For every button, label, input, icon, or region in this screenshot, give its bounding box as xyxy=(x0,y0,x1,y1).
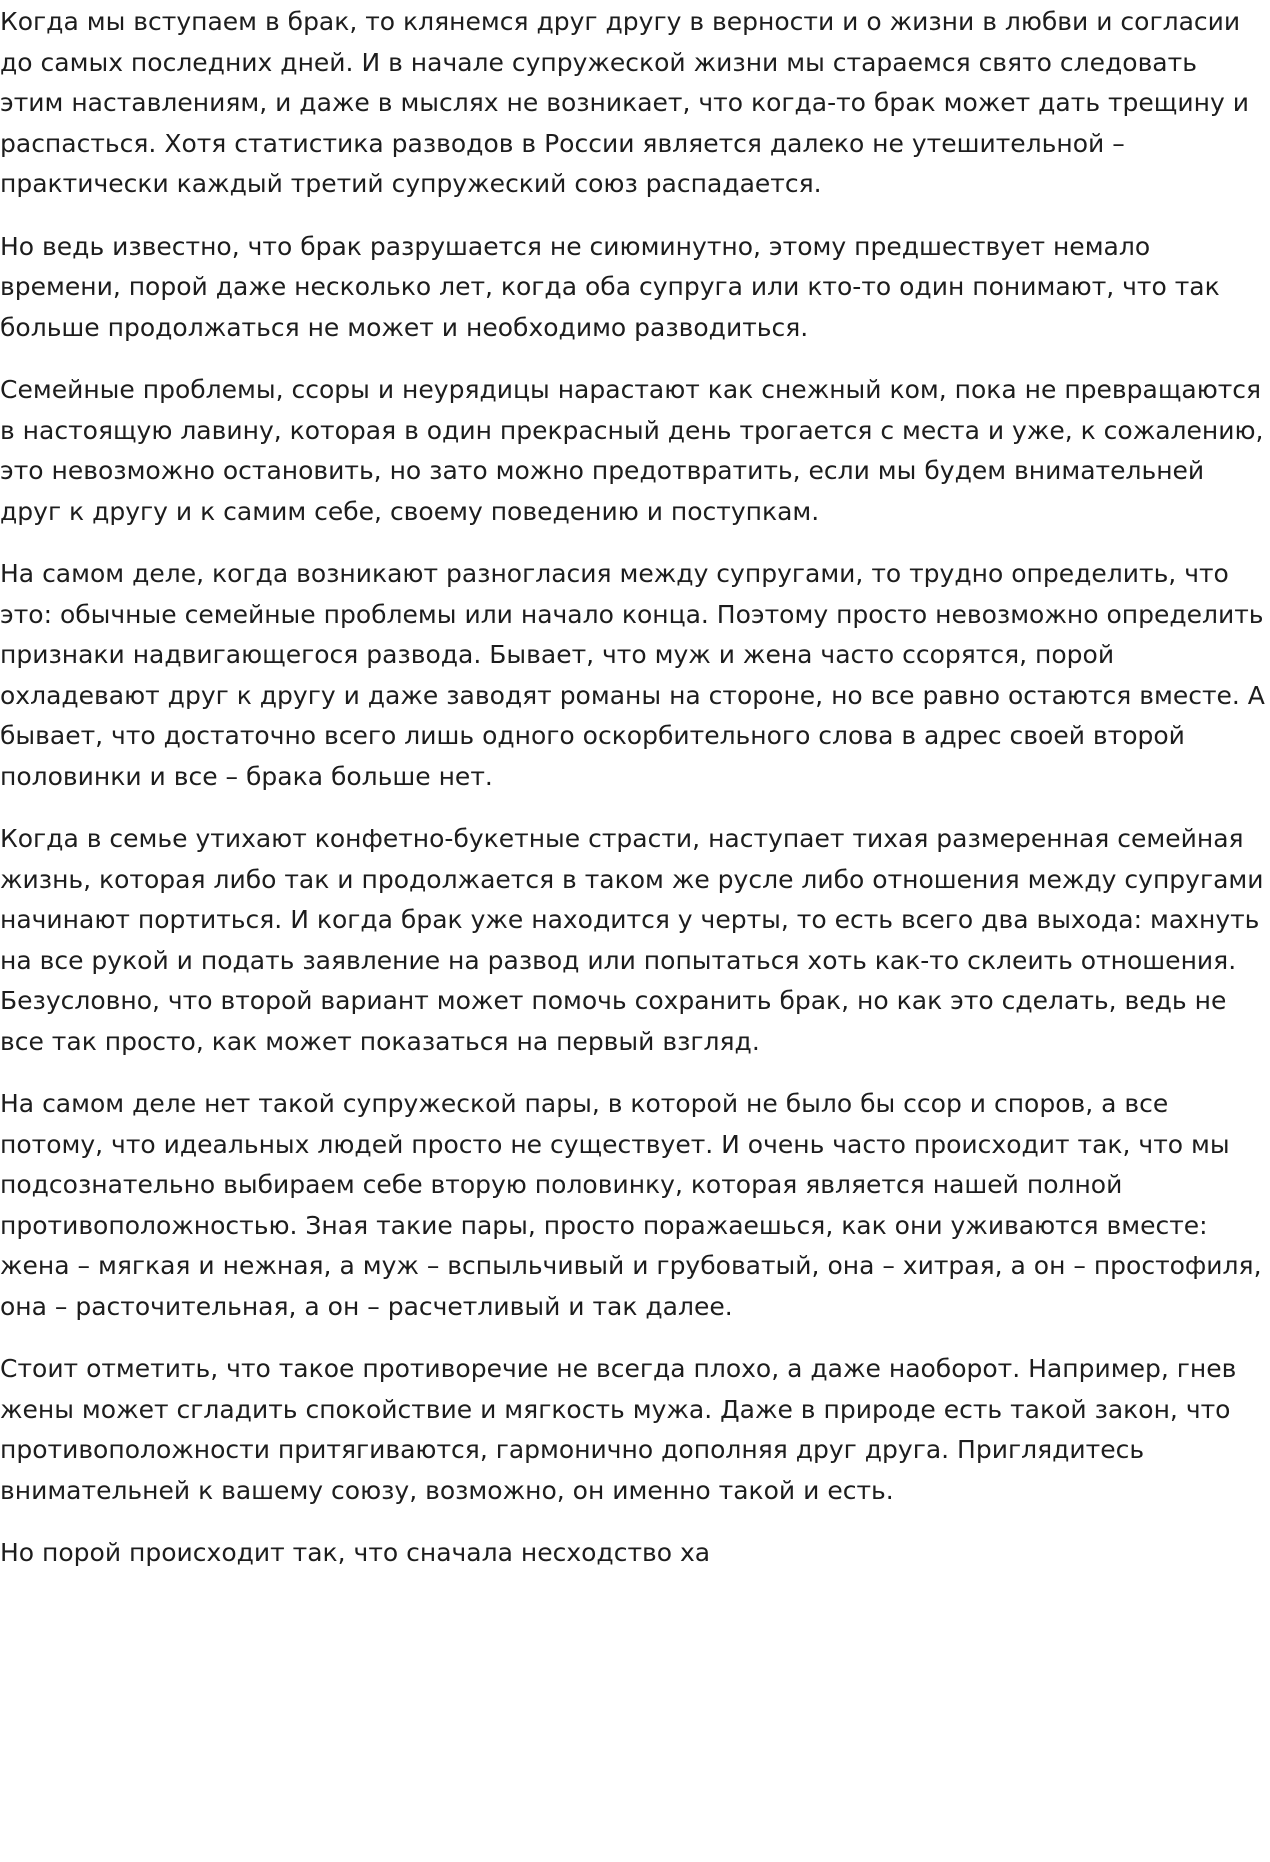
paragraph-truncated: Но порой происходит так, что сначала несходство ха xyxy=(0,1538,711,1567)
paragraph: Когда в семье утихают конфетно-букетные страсти, наступает тихая размеренная семейная жизнь, которая либо так и продолжается в таком же русле либо отношения между супругами начинают портиться. И когда брак уже находится у черты, то есть всего два выхода: махнуть на все рукой и подать заявление на развод или попытаться хоть как-то склеить отношения. Безусловно, что второй вариант может помочь сохранить брак, но как это сделать, ведь не все так просто, как может показаться на первый взгляд. xyxy=(0,824,1264,1056)
article-body xyxy=(0,2,1266,1596)
paragraph: На самом деле, когда возникают разногласия между супругами, то трудно определить, что это: обычные семейные проблемы или начало конца. Поэтому просто невозможно определить признаки надвигающегося развода. Бывает, что муж и жена часто ссорятся, порой охладевают друг к другу и даже заводят романы на стороне, но все равно остаются вместе. А бывает, что достаточно всего лишь одного оскорбительного слова в адрес своей второй половинки и все – брака больше нет. xyxy=(0,559,1265,791)
paragraph: Когда мы вступаем в брак, то клянемся друг другу в верности и о жизни в любви и согласии до самых последних дней. И в начале супружеской жизни мы стараемся свято следовать этим наставлениям, и даже в мыслях не возникает, что когда-то брак может дать трещину и распасться. Хотя статистика разводов в России является далеко не утешительной – практически каждый третий супружеский союз распадается. xyxy=(0,7,1249,198)
paragraph: Но ведь известно, что брак разрушается не сиюминутно, этому предшествует немало времени, порой даже несколько лет, когда оба супруга или кто-то один понимают, что так больше продолжаться не может и необходимо разводиться. xyxy=(0,231,1220,342)
paragraph: На самом деле нет такой супружеской пары, в которой не было бы ссор и споров, а все потому, что идеальных людей просто не существует. И очень часто происходит так, что мы подсознательно выбираем себе вторую половинку, которая является нашей полной противоположностью. Зная такие пары, просто поражаешься, как они уживаются вместе: жена – мягкая и нежная, а муж – вспыльчивый и грубоватый, она – хитрая, а он – простофиля, она – расточительная, а он – расчетливый и так далее. xyxy=(0,1089,1262,1321)
paragraph: Семейные проблемы, ссоры и неурядицы нарастают как снежный ком, пока не превращаются в настоящую лавину, которая в один прекрасный день трогается с места и уже, к сожалению, это невозможно остановить, но зато можно предотвратить, если мы будем внимательней друг к другу и к самим себе, своему поведению и поступкам. xyxy=(0,375,1264,526)
paragraph: Стоит отметить, что такое противоречие не всегда плохо, а даже наоборот. Например, гнев жены может сгладить спокойствие и мягкость мужа. Даже в природе есть такой закон, что противоположности притягиваются, гармонично дополняя друг друга. Приглядитесь внимательней к вашему союзу, возможно, он именно такой и есть. xyxy=(0,1354,1237,1505)
